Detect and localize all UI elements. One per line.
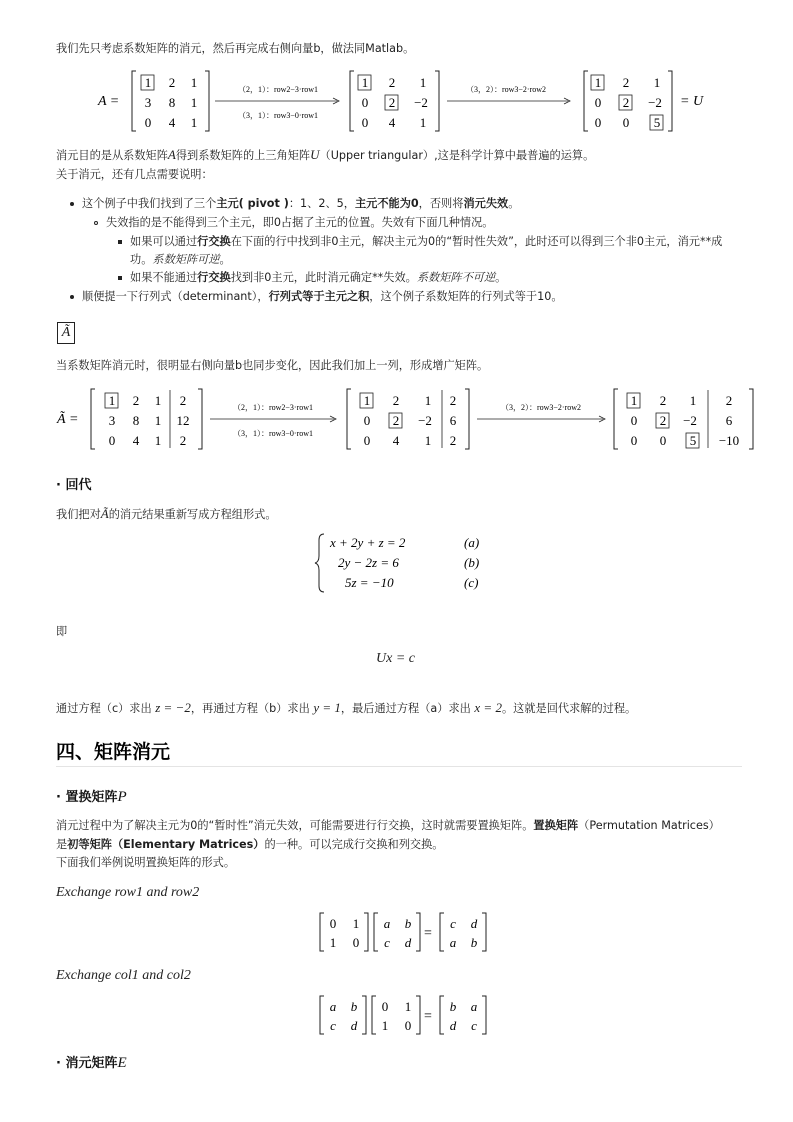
matrix-cell: a: [470, 999, 478, 1014]
matrix-cell: 12: [176, 413, 190, 428]
matrix-cell: c: [384, 935, 390, 950]
lhs-a-tilde: Ã =: [57, 412, 79, 427]
list-item-row-exchange-success-cont: [130, 251, 231, 267]
text: ，最后通过方程（a）求出: [340, 702, 475, 715]
augmented-matrix-intermediate: [347, 389, 469, 449]
matrix-cell: 0: [594, 95, 602, 110]
square-bullet-icon: [118, 240, 122, 244]
text: 。这就是回代求解的过程。: [501, 702, 637, 715]
matrix-cell: 1: [190, 75, 198, 90]
matrix-cell: b: [449, 999, 457, 1014]
matrix-cell: 0: [108, 433, 116, 448]
bold-text: 初等矩阵（Elementary Matrices）: [67, 838, 265, 851]
matrix-cell: 1: [363, 393, 371, 408]
matrix-cell: 0: [361, 95, 369, 110]
list-item-determinant: [82, 288, 563, 304]
lhs-a: A =: [98, 94, 120, 109]
matrix-cell: −2: [648, 95, 662, 110]
matrix-cell: 1: [352, 916, 360, 931]
matrix-cell: d: [449, 1018, 457, 1033]
math-x: x = 2: [474, 700, 502, 715]
matrix-cell: 8: [132, 413, 140, 428]
text-namely: 即: [56, 625, 68, 638]
equation-tag: (a): [464, 535, 480, 550]
matrix-cell: −2: [683, 413, 697, 428]
square-bullet-icon: [118, 276, 122, 280]
text: ，否则将: [418, 197, 464, 210]
list-item-failure: 失效指的是不能得到三个主元，即0占据了主元的位置。失效有下面几种情况。: [106, 216, 494, 229]
math-u: U: [310, 147, 320, 162]
math-y: y = 1: [313, 700, 341, 715]
bold-text: 置换矩阵: [533, 819, 579, 832]
matrix-cell: 2: [659, 393, 667, 408]
permutation-matrix: [320, 913, 368, 951]
text: 得到系数矩阵的上三角矩阵: [175, 149, 311, 162]
circle-bullet-icon: [94, 221, 98, 225]
step-label: （2，1）：row2−3·row1: [232, 403, 314, 412]
text: 的一种。可以完成行交换和列交换。: [264, 838, 444, 851]
matrix-cell: 1: [594, 75, 602, 90]
bold-text: 行交换: [197, 271, 231, 284]
math-p: P: [117, 789, 127, 805]
matrix-cell: 0: [329, 916, 337, 931]
matrix-cell: 6: [725, 413, 733, 428]
matrix-u: [584, 71, 672, 131]
abcd-matrix: [374, 913, 420, 951]
text: 是: [56, 838, 68, 851]
text: 找到非0主元，此时消元确定**失效。: [230, 271, 417, 284]
matrix-cell: 1: [404, 999, 412, 1014]
matrix-cell: 0: [352, 935, 360, 950]
heading-elimination-matrix: [56, 1052, 127, 1072]
step-label: （3，1）：row3−0·row1: [232, 429, 314, 438]
matrix-cell: 5: [689, 433, 697, 448]
matrix-cell: 0: [594, 115, 602, 130]
matrix-cell: 1: [154, 393, 162, 408]
step-label: （3，1）：row3−0·row1: [237, 111, 319, 120]
paragraph-purpose: [56, 147, 594, 163]
matrix-cell: 0: [144, 115, 152, 130]
equals-sign: =: [424, 1009, 432, 1024]
text: 消元过程中为了解决主元为0的“暂时性”消元失效，可能需要进行行交换，这时就需要置换矩阵。: [56, 819, 534, 832]
matrix-cell: 2: [388, 75, 396, 90]
matrix-cell: d: [470, 916, 478, 931]
label-exchange-cols: Exchange col1 and col2: [56, 968, 191, 983]
matrix-cell: 1: [630, 393, 638, 408]
matrix-cell: a: [329, 999, 337, 1014]
matrix-cell: 0: [404, 1018, 412, 1033]
text: ，再通过方程（b）求出: [190, 702, 314, 715]
matrix-cell: 0: [381, 999, 389, 1014]
paragraph-example-intro: 下面我们举例说明置换矩阵的形式。: [56, 856, 236, 869]
math-e: E: [117, 1055, 127, 1071]
matrix-cell: 8: [168, 95, 176, 110]
text: ，这个例子系数矩阵的行列式等于10。: [369, 290, 563, 303]
math-a: A: [167, 147, 176, 162]
matrix-cell: 1: [653, 75, 661, 90]
text: 。: [495, 271, 507, 284]
abcd-matrix: [320, 996, 366, 1034]
matrix-cell: 1: [424, 433, 432, 448]
text: 这个例子中我们找到了三个: [82, 197, 217, 210]
text: 如果不能通过: [130, 271, 198, 284]
italic-text: 系数矩阵可逆: [152, 253, 220, 266]
text: 消元目的是从系数矩阵: [56, 149, 168, 162]
text: 在下面的行中找到非0主元，解决主元为0的“暂时性失效”，此时还可以得到三个非0主元，消元**成: [230, 235, 723, 248]
text: 顺便提一下行列式（determinant），: [82, 290, 269, 303]
step-label: （3，2）：row3−2·row2: [465, 85, 547, 94]
text: 。: [508, 197, 520, 210]
matrix-cell: 1: [361, 75, 369, 90]
matrix-cell: 0: [361, 115, 369, 130]
equation-system: [314, 530, 494, 596]
bold-text: 主元( pivot ): [216, 197, 289, 210]
bold-text: 行列式等于主元之积: [268, 290, 370, 303]
list-item-row-exchange-success: [130, 233, 722, 249]
matrix-cell: 2: [179, 393, 187, 408]
heading-back-substitution: · 回代: [56, 478, 92, 493]
matrix-cell: 2: [168, 75, 176, 90]
math-a-tilde: Ã: [100, 506, 109, 521]
matrix-cell: 4: [168, 115, 176, 130]
equation-c: 5z = −10: [345, 575, 394, 590]
matrix-cell: 6: [449, 413, 457, 428]
text: 功。: [130, 253, 153, 266]
boxed-a-tilde: [57, 322, 75, 344]
matrix-cell: d: [350, 1018, 358, 1033]
matrix-cell: 1: [689, 393, 697, 408]
heading-section-4: 四、矩阵消元: [56, 741, 171, 763]
text: 的消元结果重新写成方程组形式。: [108, 508, 277, 521]
bold-text: 消元失效: [463, 197, 509, 210]
bold-text: 行交换: [197, 235, 231, 248]
equation-tag: (c): [464, 575, 479, 590]
matrix-cell: 4: [132, 433, 140, 448]
intro-text: 我们先只考虑系数矩阵的消元，然后再完成右侧向量b，做法同Matlab。: [56, 42, 415, 55]
matrix-cell: 1: [190, 115, 198, 130]
matrix-cell: 0: [363, 433, 371, 448]
equation-tag: (b): [464, 555, 480, 570]
matrix-cell: 1: [419, 115, 427, 130]
matrix-cell: 1: [424, 393, 432, 408]
list-item-pivots: [82, 195, 519, 211]
matrix-cell: 4: [392, 433, 400, 448]
matrix-a: [132, 71, 209, 131]
augmented-matrix-a: [91, 389, 202, 449]
elimination-equation-2: [52, 384, 762, 454]
matrix-cell: c: [330, 1018, 336, 1033]
matrix-cell: 1: [144, 75, 152, 90]
result-matrix: [440, 913, 486, 951]
matrix-cell: 0: [363, 413, 371, 428]
matrix-cell: 1: [329, 935, 337, 950]
paragraph-augmented: 当系数矩阵消元时，很明显右侧向量b也同步变化，因此我们加上一列，形成增广矩阵。: [56, 359, 489, 372]
section-divider: [56, 766, 742, 767]
matrix-cell: 0: [622, 115, 630, 130]
matrix-cell: 2: [392, 393, 400, 408]
matrix-cell: 2: [132, 393, 140, 408]
math-z: z = −2: [155, 700, 191, 715]
math-a-tilde: Ã: [61, 325, 71, 340]
matrix-cell: 0: [630, 433, 638, 448]
paragraph-rewrite: [56, 506, 277, 522]
left-brace-icon: [315, 534, 324, 592]
matrix-cell: −10: [718, 433, 740, 448]
matrix-cell: 1: [154, 433, 162, 448]
matrix-cell: c: [471, 1018, 477, 1033]
matrix-cell: 1: [381, 1018, 389, 1033]
matrix-cell: 1: [190, 95, 198, 110]
matrix-cell: 1: [154, 413, 162, 428]
equation-a: x + 2y + z = 2: [330, 535, 406, 550]
permutation-matrix: [372, 996, 420, 1034]
text: （Upper triangular）,这是科学计算中最普遍的运算。: [319, 149, 595, 162]
bullet-icon: [70, 202, 74, 206]
label-exchange-rows: Exchange row1 and row2: [56, 885, 200, 900]
paragraph-permutation-1: [56, 817, 720, 833]
matrix-cell: 1: [108, 393, 116, 408]
matrix-cell: 5: [653, 115, 661, 130]
matrix-cell: 2: [392, 413, 400, 428]
matrix-cell: 3: [144, 95, 152, 110]
text: 我们把对: [56, 508, 101, 521]
step-label: （3，2）：row3−2·row2: [500, 403, 582, 412]
heading-text: · 消元矩阵: [56, 1056, 118, 1071]
paragraph-notes-intro: 关于消元，还有几点需要说明：: [56, 168, 213, 181]
equals-sign: =: [424, 926, 432, 941]
matrix-cell: 2: [449, 393, 457, 408]
col-exchange-equation: [316, 993, 496, 1037]
heading-permutation: [56, 786, 127, 806]
matrix-cell: 2: [622, 75, 630, 90]
bullet-icon: [70, 295, 74, 299]
text: 如果可以通过: [130, 235, 198, 248]
matrix-cell: −2: [414, 95, 428, 110]
result-matrix: [440, 996, 486, 1034]
matrix-cell: 1: [419, 75, 427, 90]
matrix-cell: b: [470, 935, 478, 950]
step-label: （2，1）：row2−3·row1: [237, 85, 319, 94]
matrix-cell: 4: [388, 115, 396, 130]
matrix-cell: d: [404, 935, 412, 950]
matrix-cell: a: [449, 935, 457, 950]
text: 通过方程（c）求出: [56, 702, 156, 715]
equation-ux-c: Ux = c: [376, 651, 415, 666]
matrix-cell: 3: [108, 413, 116, 428]
matrix-cell: a: [383, 916, 391, 931]
paragraph-back-substitution: [56, 700, 636, 716]
text: ：1、2、5，: [288, 197, 355, 210]
elimination-equation-1: [90, 66, 730, 136]
matrix-intermediate: [350, 71, 439, 131]
text: 。: [219, 253, 231, 266]
list-item-row-exchange-fail: [130, 269, 506, 285]
text: （Permutation Matrices）: [578, 819, 720, 832]
matrix-cell: 0: [659, 433, 667, 448]
paragraph-permutation-2: [56, 836, 443, 852]
row-exchange-equation: [316, 910, 496, 954]
bold-text: 主元不能为0: [354, 197, 419, 210]
italic-text: 系数矩阵不可逆: [416, 271, 496, 284]
matrix-cell: 2: [659, 413, 667, 428]
matrix-cell: 0: [630, 413, 638, 428]
matrix-cell: b: [350, 999, 358, 1014]
augmented-matrix-u: [614, 389, 753, 449]
matrix-cell: b: [404, 916, 412, 931]
rhs-u: = U: [680, 94, 704, 109]
matrix-cell: 2: [725, 393, 733, 408]
matrix-cell: 2: [622, 95, 630, 110]
matrix-cell: 2: [449, 433, 457, 448]
heading-text: · 置换矩阵: [56, 790, 118, 805]
matrix-cell: 2: [388, 95, 396, 110]
matrix-cell: 2: [179, 433, 187, 448]
equation-b: 2y − 2z = 6: [338, 555, 399, 570]
matrix-cell: −2: [418, 413, 432, 428]
matrix-cell: c: [450, 916, 456, 931]
